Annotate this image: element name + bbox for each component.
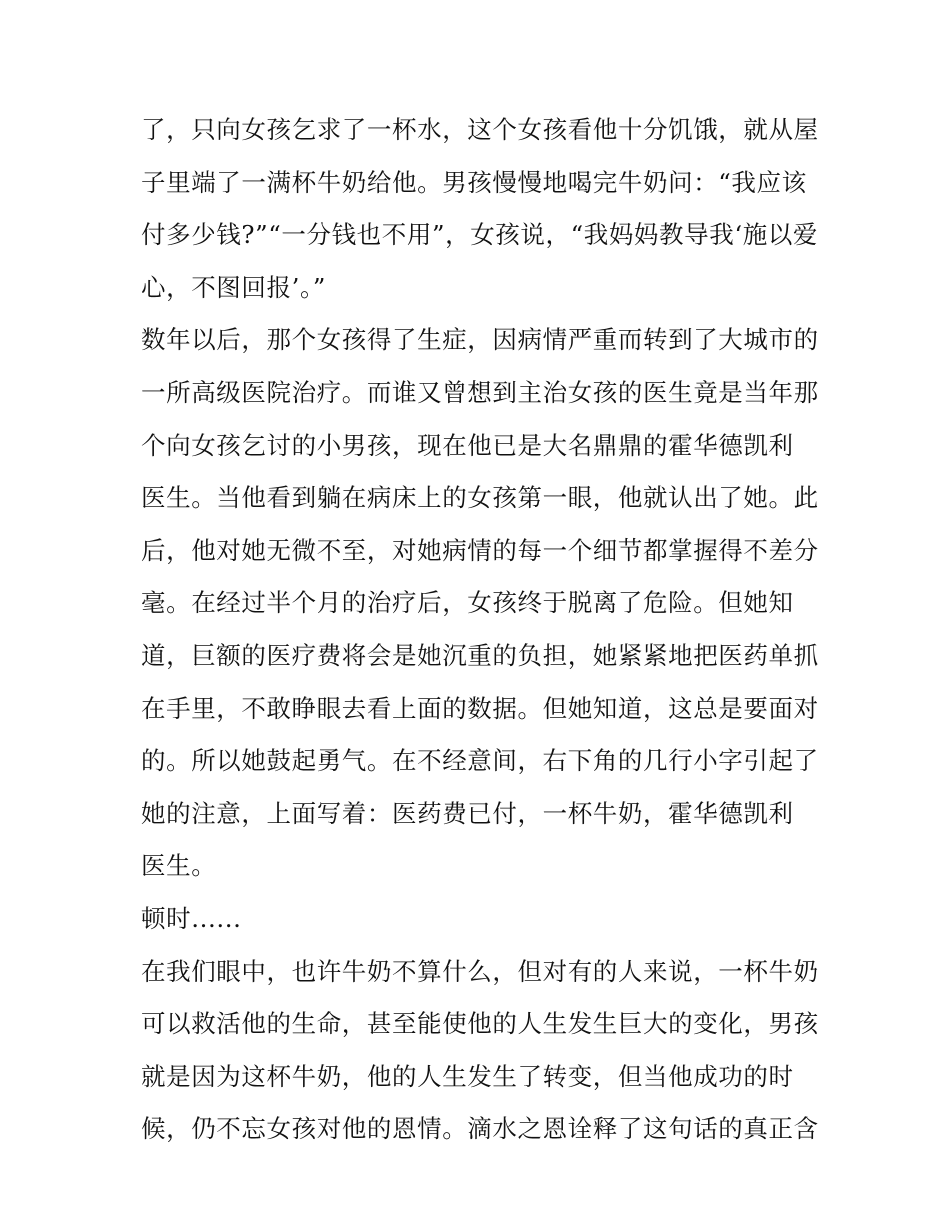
text-line: 可以救活他的生命，甚至能使他的人生发生巨大的变化，男孩: [141, 1009, 819, 1039]
text-line: 就是因为这杯牛奶，他的人生发生了转变，但当他成功的时: [141, 1061, 794, 1091]
text-line: 她的注意，上面写着：医药费已付，一杯牛奶，霍华德凯利: [141, 798, 794, 828]
text-line: 心，不图回报’。”: [141, 272, 326, 302]
text-line: 医生。当他看到躺在病床上的女孩第一眼，他就认出了她。此: [141, 483, 819, 513]
text-line: 数年以后，那个女孩得了生症，因病情严重而转到了大城市的: [141, 325, 819, 355]
text-line: 在我们眼中，也许牛奶不算什么，但对有的人来说，一杯牛奶: [141, 956, 819, 986]
text-line: 顿时......: [141, 903, 242, 933]
text-line: 一所高级医院治疗。而谁又曾想到主治女孩的医生竟是当年那: [141, 377, 819, 407]
text-line: 在手里，不敢睁眼去看上面的数据。但她知道，这总是要面对: [141, 693, 819, 723]
text-line: 了，只向女孩乞求了一杯水，这个女孩看他十分饥饿，就从屋: [141, 115, 819, 144]
text-line: 候，仍不忘女孩对他的恩情。滴水之恩诠释了这句话的真正含: [141, 1114, 819, 1144]
text-line: 医生。: [141, 851, 217, 881]
text-line: 个向女孩乞讨的小男孩，现在他已是大名鼎鼎的霍华德凯利: [141, 430, 794, 460]
body-text: [141, 104, 821, 1156]
text-line: 毫。在经过半个月的治疗后，女孩终于脱离了危险。但她知: [141, 588, 794, 618]
text-line: 后，他对她无微不至，对她病情的每一个细节都掌握得不差分: [141, 535, 819, 565]
text-line: 子里端了一满杯牛奶给他。男孩慢慢地喝完牛奶问：“我应该: [141, 167, 807, 197]
text-line: 的。所以她鼓起勇气。在不经意间，右下角的几行小字引起了: [141, 746, 819, 776]
text-line: 道，巨额的医疗费将会是她沉重的负担，她紧紧地把医药单抓: [141, 640, 819, 670]
text-line: 付多少钱?”“一分钱也不用”，女孩说，“我妈妈教导我‘施以爱: [141, 220, 819, 250]
